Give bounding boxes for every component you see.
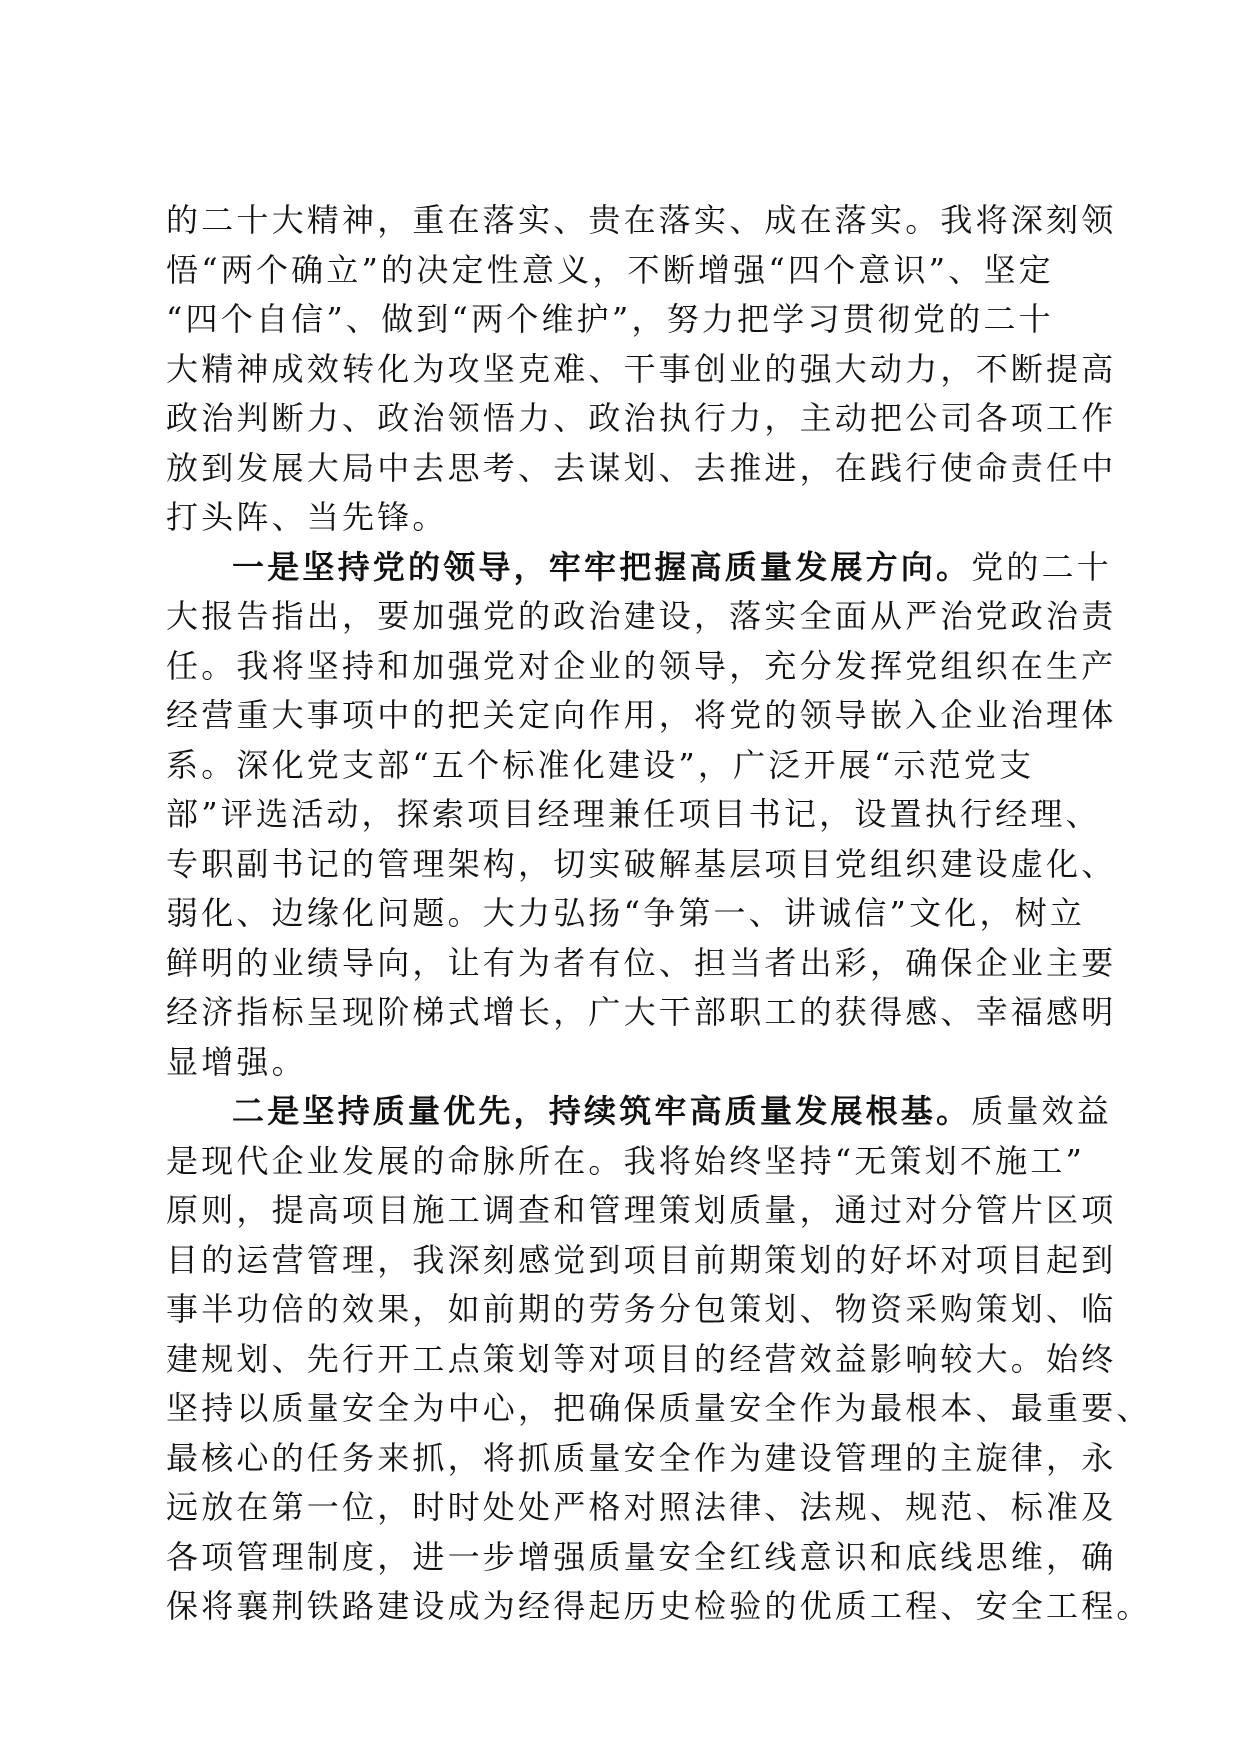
text-line: 大精神成效转化为攻坚克难、干事创业的强大动力，不断提高 xyxy=(166,349,1117,388)
text-line: 远放在第一位，时时处处严格对照法律、法规、规范、标准及 xyxy=(166,1488,1117,1526)
text-line: 坚持以质量安全为中心，把确保质量安全作为最根本、最重要、 xyxy=(166,1389,1152,1427)
text-line: 的二十大精神，重在落实、贵在落实、成在落实。我将深刻领 xyxy=(166,201,1117,239)
text-line: “四个自信”、做到“两个维护”，努力把学习贯彻党的二十 xyxy=(166,300,1054,338)
text-line: 悟“两个确立”的决定性意义，不断增强“四个意识”、坚定 xyxy=(166,250,1054,289)
text-line: 原则，提高项目施工调查和管理策划质量，通过对分管片区项 xyxy=(166,1191,1117,1229)
text-line: 系。深化党支部“五个标准化建设”，广泛开展“示范党支 xyxy=(166,745,1035,784)
text-run: 党的二十 xyxy=(971,547,1113,586)
paragraph-1 xyxy=(166,196,1117,543)
text-line: 放到发展大局中去思考、去谋划、去推进，在践行使命责任中 xyxy=(166,448,1117,487)
text-line: 经济指标呈现阶梯式增长，广大干部职工的获得感、幸福感明 xyxy=(166,993,1117,1031)
paragraph-heading: 一是坚持党的领导，牢牢把握高质量发展方向。 xyxy=(232,547,972,586)
document-page xyxy=(166,196,1152,1632)
text-line: 部”评选活动，探索项目经理兼任项目书记，设置执行经理、 xyxy=(166,795,1101,833)
text-line: 政治判断力、政治领悟力、政治执行力，主动把公司各项工作 xyxy=(166,399,1117,437)
text-line: 最核心的任务来抓，将抓质量安全作为建设管理的主旋律，永 xyxy=(166,1438,1117,1477)
text-line: 显增强。 xyxy=(166,1042,307,1081)
text-line: 是现代企业发展的命脉所在。我将始终坚持“无策划不施工” xyxy=(166,1141,1086,1180)
text-run: 质量效益 xyxy=(971,1092,1113,1130)
text-line: 鲜明的业绩导向，让有为者有位、担当者出彩，确保企业主要 xyxy=(166,943,1117,982)
text-line: 事半功倍的效果，如前期的劳务分包策划、物资采购策划、临 xyxy=(166,1290,1117,1328)
text-line: 经营重大事项中的把关定向作用，将党的领导嵌入企业治理体 xyxy=(166,696,1117,734)
text-line-first xyxy=(166,543,1113,593)
text-line: 保将襄荆铁路建设成为经得起历史检验的优质工程、安全工程。 xyxy=(166,1587,1152,1625)
text-line: 各项管理制度，进一步增强质量安全红线意识和底线思维，确 xyxy=(166,1537,1117,1576)
text-line: 大报告指出，要加强党的政治建设，落实全面从严治党政治责 xyxy=(166,597,1117,635)
text-line: 目的运营管理，我深刻感觉到项目前期策划的好坏对项目起到 xyxy=(166,1240,1117,1279)
text-line: 任。我将坚持和加强党对企业的领导，充分发挥党组织在生产 xyxy=(166,646,1117,685)
text-line-first xyxy=(166,1087,1113,1137)
text-line: 专职副书记的管理架构，切实破解基层项目党组织建设虚化、 xyxy=(166,844,1117,883)
text-line: 建规划、先行开工点策划等对项目的经营效益影响较大。始终 xyxy=(166,1339,1117,1378)
text-line: 弱化、边缘化问题。大力弘扬“争第一、讲诚信”文化，树立 xyxy=(166,894,1086,932)
paragraph-heading: 二是坚持质量优先，持续筑牢高质量发展根基。 xyxy=(232,1092,972,1130)
paragraph-3 xyxy=(166,1087,1152,1632)
paragraph-2 xyxy=(166,543,1117,1088)
text-line: 打头阵、当先锋。 xyxy=(166,498,448,536)
